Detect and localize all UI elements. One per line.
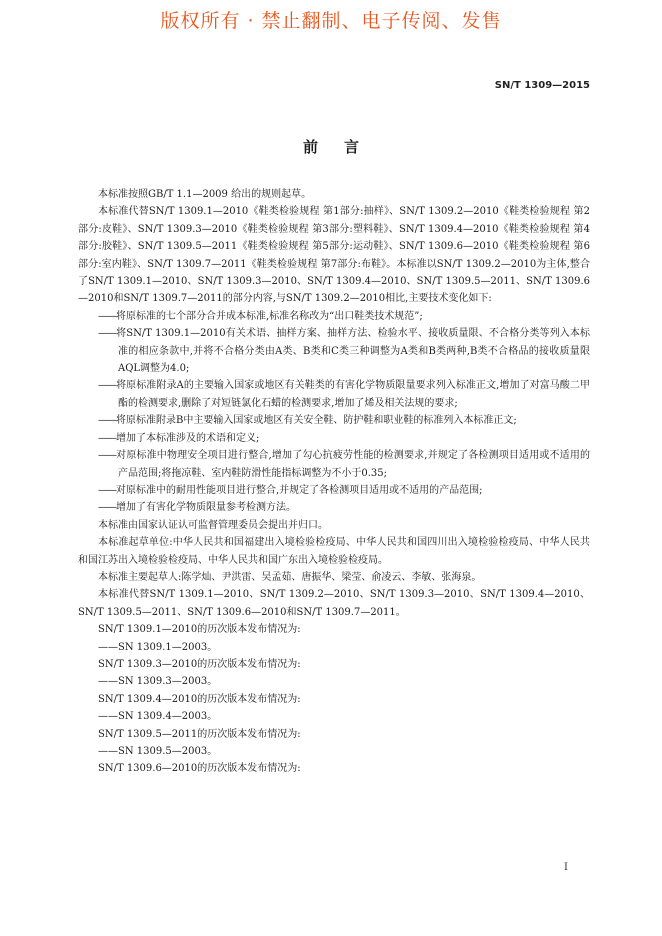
history-version: ——SN 1309.3—2003。 [98, 676, 218, 688]
history-version: ——SN 1309.1—2003。 [98, 641, 218, 653]
history-standard: SN/T 1309.3—2010的历次版本发布情况为: [98, 658, 301, 670]
dash-mark: —— [98, 450, 116, 462]
change-item: ——对原标准中物理安全项目进行整合,增加了勾心抗疲劳性能的检测要求,并规定了各检测项目适用或不适用的产品范围;将拖凉鞋、室内鞋防滑性能指标调整为不小于0.35; [98, 450, 590, 479]
history-standard: SN/T 1309.6—2010的历次版本发布情况为: [98, 763, 301, 775]
dash-mark: —— [98, 380, 116, 392]
paragraph-replacement: 本标准代替SN/T 1309.1—2010《鞋类检验规程 第1部分:抽样》、SN/T 1309.2—2010《鞋类检验规程 第2部分:皮鞋》、SN/T 1309.3—2010《鞋类检验规程 第3部分:塑料鞋》、SN/T 1309.4—2010《鞋类检验规程 第4部分:胶鞋》、SN/T 1309.5—2011《鞋类检验规程 第5部分:运动鞋》、SN/T 1309.6—2010《鞋类检验规程 第6部分:室内鞋》、SN/T 1309.7—2011《鞋类检验规程 第7部分:布鞋》。本标准以SN/T 1309.2—2010为主体,整合了SN/T 1309.1—2010、SN/T 1309.3—2010、SN/T 1309.4—2010、SN/T 1309.5—2011、SN/T 1309.6—2010和SN/T 1309.7—2011的部分内容,与SN/T 1309.2—2010相比,主要技术变化如下: [78, 206, 590, 305]
paragraph-drafting-rules: 本标准按照GB/T 1.1—2009 给出的规则起草。 [98, 189, 312, 200]
change-item: ——对原标准中的耐用性能项目进行整合,并规定了各检测项目适用或不适用的产品范围; [98, 484, 483, 496]
paragraph-drafting-units: 本标准起草单位:中华人民共和国福建出入境检验检疫局、中华人民共和国四川出入境检验检疫局、中华人民共和国江苏出入境检验检疫局、中华人民共和国广东出入境检验检疫局。 [78, 537, 590, 566]
dash-mark: —— [98, 484, 116, 496]
paragraph-proposer: 本标准由国家认证认可监督管理委员会提出并归口。 [98, 519, 328, 531]
history-version: ——SN 1309.4—2003。 [98, 711, 218, 723]
standard-code: SN/T 1309—2015 [494, 80, 590, 91]
change-item: ——增加了有害化学物质限量参考检测方法。 [98, 502, 296, 514]
page-number: I [564, 862, 568, 873]
change-item: ——将原标准附录B中主要输入国家或地区有关安全鞋、防护鞋和职业鞋的标准列入本标准正文; [98, 415, 517, 427]
copyright-watermark: 版权所有 · 禁止翻制、电子传阅、发售 [160, 10, 502, 32]
history-version: ——SN 1309.5—2003。 [98, 746, 218, 757]
history-standard: SN/T 1309.1—2010的历次版本发布情况为: [98, 624, 301, 636]
change-item: ——将原标准附录A的主要输入国家或地区有关鞋类的有害化学物质限量要求列入标准正文,增加了对富马酸二甲酯的检测要求,删除了对短链氯化石蜡的检测要求,增加了烯及相关法规的要求; [98, 380, 590, 409]
change-item: ——增加了本标准涉及的术语和定义; [98, 432, 260, 444]
history-standard: SN/T 1309.5—2011的历次版本发布情况为: [98, 728, 301, 740]
paragraph-replaces: 本标准代替SN/T 1309.1—2010、SN/T 1309.2—2010、SN/T 1309.3—2010、SN/T 1309.4—2010、SN/T 1309.5—2011、SN/T 1309.6—2010和SN/T 1309.7—2011。 [78, 589, 590, 618]
dash-mark: —— [98, 310, 116, 322]
dash-mark: —— [98, 415, 116, 427]
paragraph-drafters: 本标准主要起草人:陈学灿、尹洪雷、吴孟茹、唐振华、梁莹、俞凌云、李敏、张海泉。 [98, 571, 482, 583]
dash-mark: —— [98, 432, 116, 444]
dash-mark: —— [98, 502, 116, 514]
dash-mark: —— [98, 328, 116, 340]
change-item: ——将原标准的七个部分合并成本标准,标准名称改为“出口鞋类技术规范”; [98, 310, 423, 322]
document-body [78, 186, 590, 778]
history-standard: SN/T 1309.4—2010的历次版本发布情况为: [98, 693, 301, 705]
page-title: 前言 [302, 138, 385, 156]
change-item: ——将SN/T 1309.1—2010有关术语、抽样方案、抽样方法、检验水平、接收质量限、不合格分类等列入本标准的相应条款中,并将不合格分类由A类、B类和C类三种调整为A类和B类两种,B类不合格品的接收质量限AQL调整为4.0; [98, 328, 590, 375]
